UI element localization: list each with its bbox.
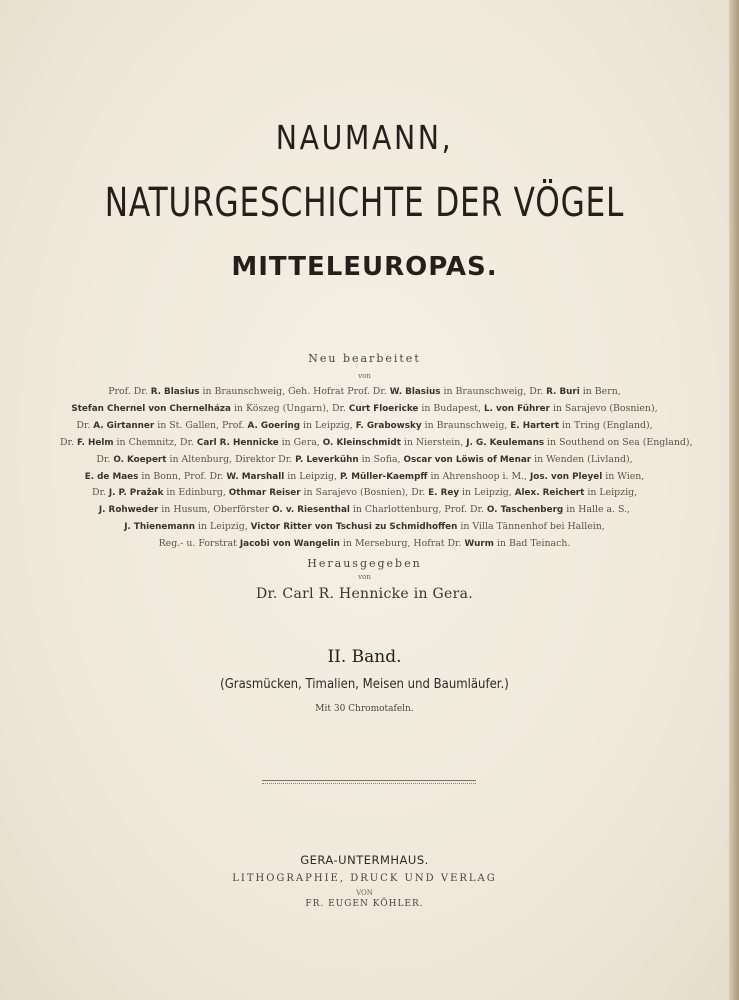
contributor-text: in Braunschweig, <box>421 419 511 431</box>
contributor-text: in Bonn, Prof. Dr. <box>138 470 227 482</box>
contributor-name: O. Taschenberg <box>486 505 564 516</box>
contributor-name: O. Kleinschmidt <box>322 437 401 448</box>
contributor-name: Jos. von Pleyel <box>530 471 603 482</box>
contributor-line <box>60 418 669 435</box>
volume-number: II. Band. <box>327 647 402 667</box>
contributor-name: J. P. Pražak <box>108 488 164 499</box>
book-spine-edge <box>729 0 739 1000</box>
contributor-name: P. Leverkühn <box>295 454 359 465</box>
volume-plates: Mit 30 Chromotafeln. <box>315 704 414 714</box>
contributor-text: Prof. Dr. <box>108 386 151 397</box>
contributor-name: F. Helm <box>76 437 114 448</box>
contributor-text: in Gera, <box>278 436 323 448</box>
contributor-text: in Leipzig, <box>300 419 356 431</box>
divider-rule <box>262 780 476 784</box>
imprint-place: GERA-UNTERMHAUS. <box>300 853 429 867</box>
contributor-text: in Ahrenshoop i. M., <box>427 470 531 482</box>
contributor-line <box>60 452 669 469</box>
contributor-name: O. Koepert <box>113 454 167 465</box>
contributor-list <box>60 384 693 553</box>
editor-label: Herausgegeben <box>307 557 422 570</box>
contributor-text: in Merseburg, Hofrat Dr. <box>339 538 465 550</box>
contributor-text: in Chemnitz, Dr. <box>113 436 197 448</box>
contributor-name: W. Blasius <box>389 387 441 397</box>
contributor-name: Victor Ritter von Tschusi zu Schmidhoffen <box>250 522 458 533</box>
contributor-line <box>60 384 669 401</box>
contributor-name: O. v. Riesenthal <box>272 505 350 516</box>
contributor-name: E. de Maes <box>84 471 139 482</box>
contributor-name: R. Buri <box>546 387 580 397</box>
revised-label: Neu bearbeitet <box>308 352 421 365</box>
contributor-text: in Sarajevo (Bosnien), Dr. <box>300 487 429 499</box>
volume-subtitle: (Grasmücken, Timalien, Meisen und Baumläufer.) <box>220 677 509 692</box>
contributor-text: in Charlottenburg, Prof. Dr. <box>349 504 487 516</box>
imprint-line: LITHOGRAPHIE, DRUCK UND VERLAG <box>232 873 497 884</box>
contributor-text: in Braunschweig, Dr. <box>440 386 547 397</box>
contributor-text: in Leipzig, <box>284 470 340 482</box>
contributor-text: in Braunschweig, Geh. Hofrat Prof. Dr. <box>199 386 390 397</box>
contributor-text: in Southend on Sea (England), <box>544 436 693 448</box>
contributor-text: in Budapest, <box>418 402 485 414</box>
contributor-name: E. Rey <box>428 488 460 499</box>
contributor-line <box>60 502 669 519</box>
contributor-name: Wurm <box>464 539 494 550</box>
contributor-line <box>60 435 693 452</box>
contributor-name: R. Blasius <box>150 387 200 397</box>
contributor-text: in Bern, <box>579 386 621 397</box>
contributor-text: in Halle a. S., <box>563 504 631 516</box>
contributor-name: A. Girtanner <box>93 420 155 431</box>
contributor-name: L. von Führer <box>484 403 550 414</box>
contributor-name: A. Goering <box>247 420 301 431</box>
title-mitteleuropas: MITTELEUROPAS. <box>231 252 498 282</box>
contributor-text: Dr. <box>96 453 114 465</box>
contributor-text: in Köszeg (Ungarn), Dr. <box>230 402 349 414</box>
contributor-text: in Tring (England), <box>559 419 653 431</box>
contributor-text: Dr. <box>91 487 109 499</box>
contributor-text: in Bad Teinach. <box>493 538 571 550</box>
contributor-text: in Sofia, <box>358 453 404 465</box>
contributor-text: in Leipzig, <box>194 521 251 533</box>
contributor-line <box>60 536 669 553</box>
contributor-name: Jacobi von Wangelin <box>239 539 340 550</box>
contributor-name: Carl R. Hennicke <box>196 437 279 448</box>
contributor-line <box>60 469 669 486</box>
contributor-name: Oscar von Löwis of Menar <box>403 454 532 465</box>
contributor-text: in Nierstein, <box>400 436 467 448</box>
contributor-name: J. Rohweder <box>98 505 159 516</box>
contributor-text: in Leipzig, <box>584 487 638 499</box>
title-naturgeschichte: NATURGESCHICHTE DER VÖGEL <box>104 180 625 226</box>
contributor-name: E. Hartert <box>510 420 560 431</box>
contributor-name: Othmar Reiser <box>228 488 301 499</box>
contributor-text: Reg.- u. Forstrat <box>158 538 240 550</box>
contributor-text: in Husum, Oberförster <box>158 504 273 516</box>
contributor-name: F. Grabowsky <box>355 420 422 431</box>
contributor-text: in Wenden (Livland), <box>531 453 633 465</box>
imprint-von: VON <box>356 889 373 897</box>
contributor-text: in Sarajevo (Bosnien), <box>549 402 658 414</box>
contributor-text: in Edinburg, <box>163 487 229 499</box>
contributor-name: W. Marshall <box>226 471 285 482</box>
contributor-line <box>60 401 669 418</box>
contributor-name: J. Thienemann <box>124 522 195 533</box>
contributor-line <box>60 519 669 536</box>
editor-von: von <box>358 573 371 581</box>
contributor-text: in Leipzig, <box>459 487 515 499</box>
contributor-text: in Villa Tännenhof bei Hallein, <box>457 521 605 533</box>
contributor-name: Curt Floericke <box>348 403 419 414</box>
imprint-publisher: FR. EUGEN KÖHLER. <box>305 899 424 909</box>
contributor-name: P. Müller-Kaempff <box>339 471 428 482</box>
contributor-name: Stefan Chernel von Chernelháza <box>71 403 231 414</box>
revised-von: von <box>358 372 371 380</box>
contributor-text: in Wien, <box>602 470 645 482</box>
contributor-line <box>60 485 669 502</box>
title-naumann: NAUMANN, <box>275 118 454 157</box>
contributor-text: Dr. <box>60 436 77 448</box>
contributor-text: in Altenburg, Direktor Dr. <box>166 453 296 465</box>
contributor-text: in St. Gallen, Prof. <box>154 419 248 431</box>
contributor-name: Alex. Reichert <box>514 488 585 499</box>
contributor-name: J. G. Keulemans <box>466 437 545 448</box>
contributor-text: Dr. <box>76 419 94 431</box>
editor-name: Dr. Carl R. Hennicke in Gera. <box>255 586 474 602</box>
